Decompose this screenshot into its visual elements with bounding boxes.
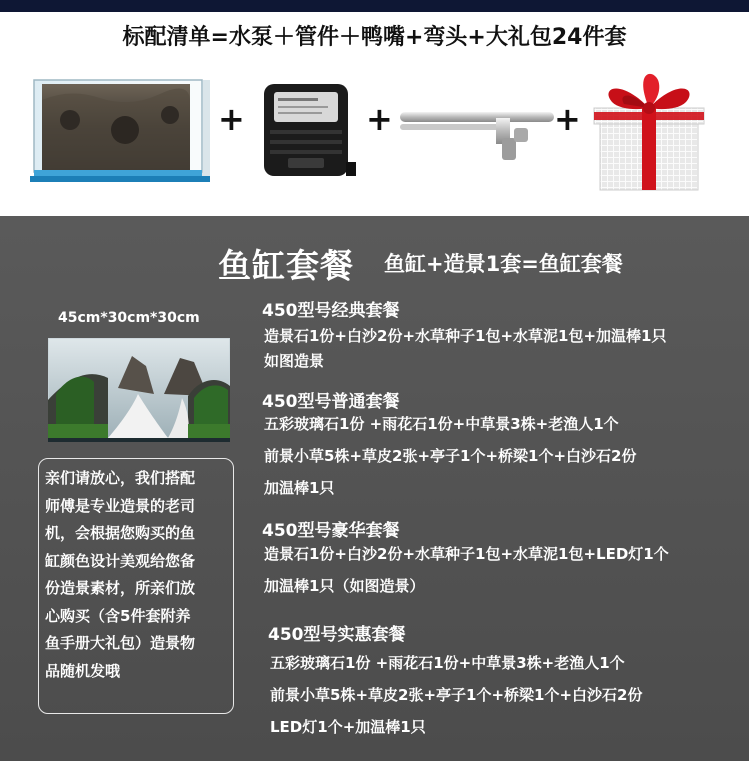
water-pump-image <box>258 76 358 188</box>
included-items-headline: 标配清单=水泵＋管件＋鸭嘴+弯头+大礼包24件套 <box>122 25 627 50</box>
package-standard-line: 五彩玻璃石1份 +雨花石1份+中草景3株+老渔人1个 <box>264 415 619 433</box>
notice-line: 份造景素材，所亲们放 <box>45 579 196 597</box>
gift-box-image <box>590 68 708 194</box>
notice-line: 师傅是专业造景的老司 <box>45 496 196 515</box>
plus-sign: + <box>218 100 245 138</box>
tank-dimensions: 45cm*30cm*30cm <box>58 310 200 326</box>
package-value-line: 前景小草5株+草皮2张+亭子1个+桥梁1个+白沙石2份 <box>270 686 643 704</box>
notice-line: 亲们请放心，我们搭配 <box>45 469 196 487</box>
package-classic-line: 造景石1份+白沙2份+水草种子1包+水草泥1包+加温棒1只 <box>264 327 667 345</box>
notice-line: 鱼手册大礼包）造景物 <box>45 634 196 652</box>
package-deluxe-line: 加温棒1只（如图造景） <box>264 577 425 595</box>
package-deluxe-title: 450型号豪华套餐 <box>262 521 400 541</box>
pipe-fittings-image <box>398 100 558 170</box>
section-subtitle: 鱼缸+造景1套=鱼缸套餐 <box>384 252 623 276</box>
notice-line: 机，会根据您购买的鱼 <box>45 524 196 542</box>
package-classic-title: 450型号经典套餐 <box>262 301 400 321</box>
notice-box <box>38 458 234 714</box>
plus-sign: + <box>554 100 581 138</box>
notice-line: 品随机发哦 <box>45 661 121 680</box>
package-value-title: 450型号实惠套餐 <box>268 625 406 645</box>
package-standard-line: 前景小草5株+草皮2张+亭子1个+桥梁1个+白沙石2份 <box>264 447 637 465</box>
package-classic-line: 如图造景 <box>264 352 325 370</box>
aquascape-tank-image <box>48 338 230 442</box>
package-deluxe-line: 造景石1份+白沙2份+水草种子1包+水草泥1包+LED灯1个 <box>264 545 669 563</box>
aquarium-tank-image <box>30 70 215 188</box>
package-value-line: 五彩玻璃石1份 +雨花石1份+中草景3株+老渔人1个 <box>270 654 625 672</box>
top-strip <box>0 0 749 12</box>
notice-line: 缸颜色设计美观给您备 <box>45 551 196 570</box>
plus-sign: + <box>366 100 393 138</box>
package-standard-title: 450型号普通套餐 <box>262 392 400 412</box>
package-standard-line: 加温棒1只 <box>264 479 335 497</box>
notice-line: 心购买（含5件套附养 <box>45 606 191 625</box>
section-title: 鱼缸套餐 <box>218 246 354 285</box>
package-value-line: LED灯1个+加温棒1只 <box>270 718 426 736</box>
